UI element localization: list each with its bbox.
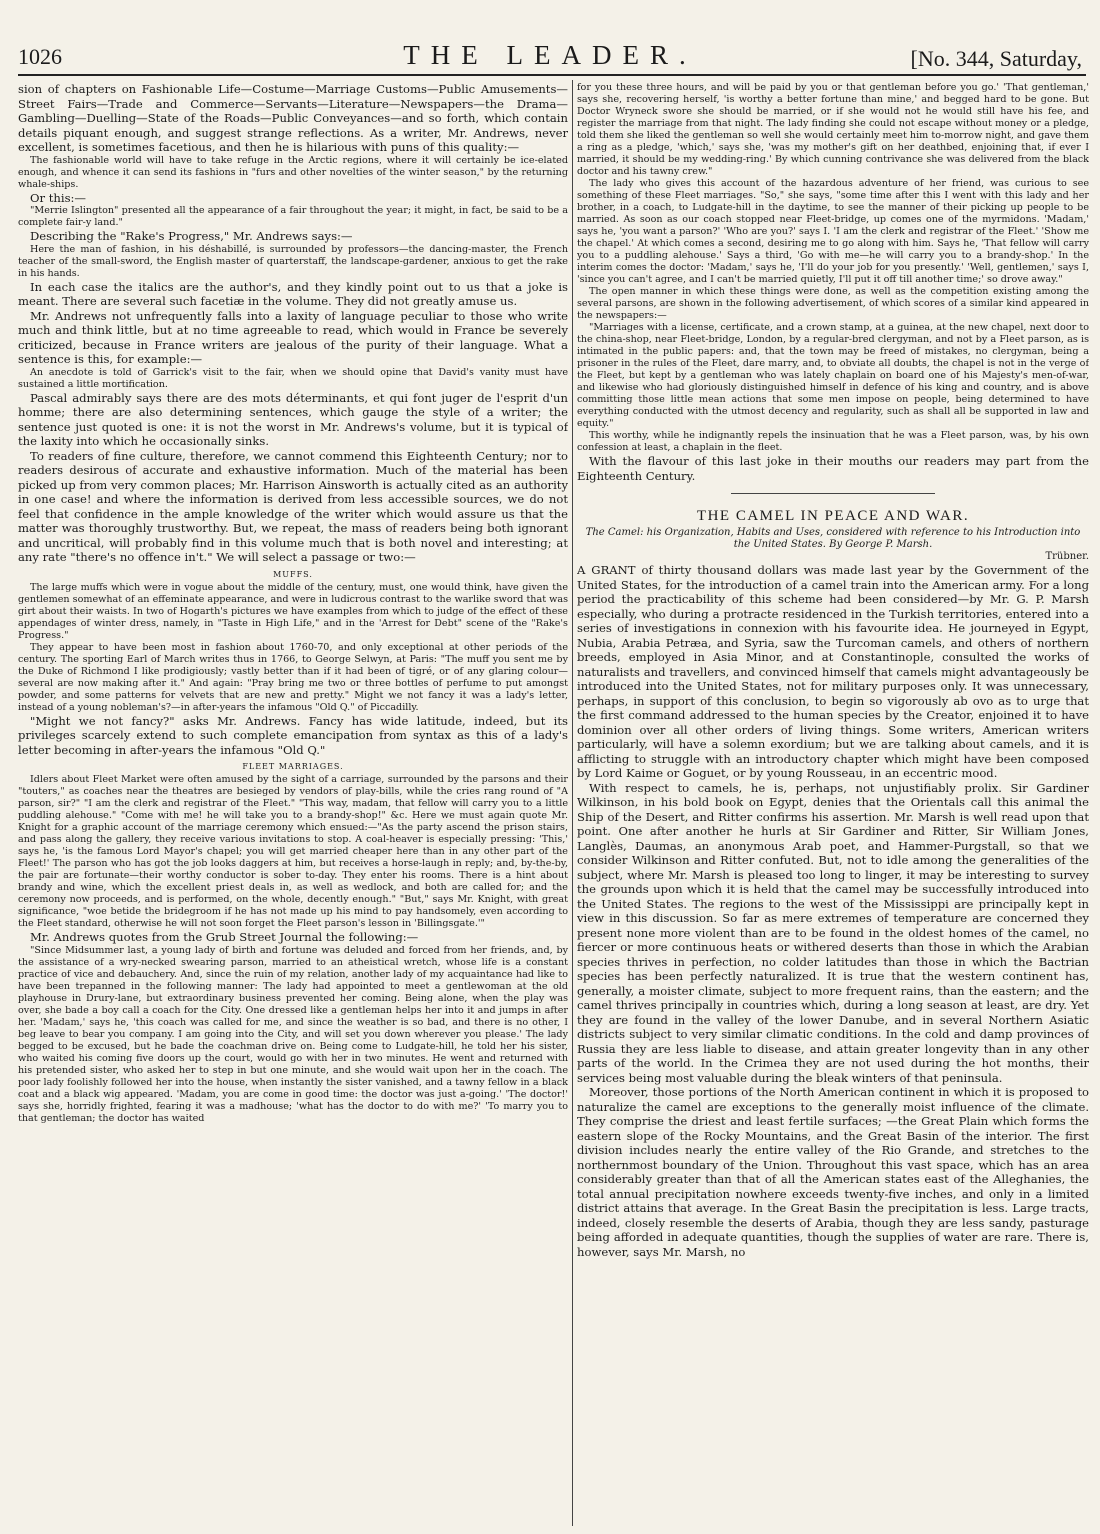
header-rule <box>18 74 1086 76</box>
article-separator <box>731 493 936 494</box>
issue-label: [No. 344, Saturday, <box>910 46 1082 71</box>
article-title: THE CAMEL IN PEACE AND WAR. <box>696 508 970 524</box>
paragraph: "Might we not fancy?" asks Mr. Andrews. Fancy has wide latitude, indeed, but its privileges scarcely extend to such complete emancipation from syntax as this of a lady's letter becoming in after-years the infamous "Old Q." <box>18 713 568 757</box>
quotation: Idlers about Fleet Market were often amused by the sight of a carriage, surrounded by the parsons and their "touters," as coaches near the theatres are besieged by vendors of play-bills, while the cries rang round of "A parson, sir?" "I am the clerk and registrar of the Fleet." "This way, madam, that fellow will carry you to a little puddling alehouse." "Come with me! he will take you to a brandy-shop!" &c. Here we must again quote Mr. Knight for a graphic account of the marriage ceremony which ensued:—"As the party ascend the prison stairs, and pass along the gallery, they receive various invitations to stop. A coal-heaver is especially pressing: 'This,' says he, 'is the famous Lord Mayor's chapel; you will get married cheaper here than in any other part of the Fleet!' The parson who has got the job looks daggers at him, but receives a horse-laugh in reply; and, by-the-by, the pair are fortunate—their worthy conductor is sober to-day. They enter his rooms. There is a hint about brandy and wine, which the excellent priest deals in, as well as wedlock, and both are called for; and the ceremony now proceeds, and is performed, on the whole, decently enough." "But," says Mr. Knight, with great significance, "woe betide the bridegroom if he has not made up his mind to pay handsomely, even according to the Fleet standard, otherwise he will not soon forget the Fleet parson's lesson in 'Billingsgate.'" <box>18 774 568 929</box>
newspaper-title: THE LEADER. <box>403 40 697 70</box>
page-number: 1026 <box>18 44 62 69</box>
paragraph: With the flavour of this last joke in their mouths our readers may part from the Eighteenth Century. <box>577 454 1089 483</box>
paragraph: Mr. Andrews quotes from the Grub Street Journal the following:— <box>30 930 419 944</box>
paragraph: Pascal admirably says there are des mots déterminants, et qui font juger de l'esprit d'un homme; there are also determining sentences, which gauge the style of a writer; the sentence just quoted is one: it is not the worst in Mr. Andrews's volume, but it is typical of the laxity into which he occasionally sinks. <box>18 390 568 448</box>
quotation: Here the man of fashion, in his déshabillé, is surrounded by professors—the dancing-master, the French teacher of the small-sword, the English master of quarterstaff, the landscape-gardener, anxious to get the rake in his hands. <box>18 243 568 279</box>
section-heading: FLEET MARRIAGES. <box>242 762 344 771</box>
publisher: Trübner. <box>1045 551 1089 562</box>
paragraph: Or this:— <box>30 190 87 205</box>
quotation: This worthy, while he indignantly repels the insinuation that he was a Fleet parson, was, by his own confession at least, a chaplain in the fleet. <box>577 430 1089 453</box>
paragraph: To readers of fine culture, therefore, we cannot commend this Eighteenth Century; nor to readers desirous of accurate and exhaustive information. Much of the material has been picked up from very common places; Mr. Harrison Ainsworth is actually cited as an authority in one case! and where the information is derived from less accessible sources, we do not feel that confidence in the ample knowledge of the writer which would assure us that the matter was thoroughly trustworthy. But, we repeat, the mass of readers being both ignorant and uncritical, will probably find in this volume much that is both novel and interesting; at any rate "there's no offence in't." We will select a passage or two:— <box>18 448 568 564</box>
quotation: "Marriages with a license, certificate, and a crown stamp, at a guinea, at the new chapel, next door to the china-shop, near Fleet-bridge, London, by a regular-bred clergyman, and not by a Fleet parson, as is intimated in the public papers: and, that the town may be freed of mistakes, no clergyman, being a prisoner in the rules of the Fleet, dare marry, and, to obviate all doubts, the chapel is not in the verge of the Fleet, but kept by a gentleman who was lately chaplain on board one of his Majesty's men-of-war, and likewise who had gloriously distinguished himself in defence of his king and country, and is above committing those little mean actions that some men impose on people, being determined to have everything conducted with the utmost decency and regularity, such as shall all be supported in law and equity." <box>577 322 1089 429</box>
paragraph: With respect to camels, he is, perhaps, not unjustifiably prolix. Sir Gardiner Wilkinson, in his bold book on Egypt, denies that the Orientals call this animal the Ship of the Desert, and Ritter confirms his assertion. Mr. Marsh is well read upon that point. One after another he hurls at Sir Gardiner and Ritter, Sir William Jones, Langlès, Daumas, an anonymous Arab poet, and Hammer-Purgstall, so that we consider Wilkinson and Ritter confuted. But, not to idle among the generalities of the subject, where Mr. Marsh is pleased too long to linger, it may be interesting to survey the grounds upon which it is held that the camel may be successfully introduced into the United States. The regions to the west of the Mississippi are principally kept in view in this discussion. So far as mere extremes of temperature are concerned they present none more violent than are to be found in the oldest homes of the camel, no fiercer or more continuous heats or withered deserts than those in which the Arabian species thrives in perfection, no colder latitudes than those in which the Bactrian species has been perfectly naturalized. It is true that the western continent has, generally, a moister climate, subject to more frequent rains, than the eastern; and the camel thrives principally in countries which, during a long season at least, are dry. Yet they are found in the valley of the lower Danube, and in several Northern Asiatic districts subject to very similar climatic conditions. In the cold and damp provinces of Russia they are less liable to disease, and attain greater longevity than in any other parts of the world. In the Crimea they are not used during the hot months, their services being most valuable during the bleak winters of that peninsula. <box>577 780 1089 1085</box>
left-column <box>18 82 568 1522</box>
paragraph: Moreover, those portions of the North American continent in which it is proposed to naturalize the camel are exceptions to the generally moist influence of the climate. They comprise the driest and least fertile surfaces; —the Great Plain which forms the eastern slope of the Rocky Mountains, and the Great Basin of the interior. The first division includes nearly the entire valley of the Rio Grande, and stretches to the northernmost boundary of the Union. Throughout this vast space, which has an area considerably greater than that of all the American states east of the Alleghanies, the total annual precipitation nowhere exceeds twenty-five inches, and only in a limited district attains that average. In the Great Basin the precipitation is less. Large tracts, indeed, closely resemble the deserts of Arabia, though they are less sandy, pasturage being afforded in adequate quantities, though the supplies of water are rare. There is, however, says Mr. Marsh, no <box>577 1085 1089 1259</box>
quotation: An anecdote is told of Garrick's visit to the fair, when we should opine that David's vanity must have sustained a little mortification. <box>18 366 568 390</box>
paragraph: sion of chapters on Fashionable Life—Costume—Marriage Customs—Public Amusements—Street Fairs—Trade and Commerce—Servants—Literature—Newspapers—the Drama—Gambling—Duelling—State of the Roads—Public Conveyances—and so forth, which contain details piquant enough, and suggest strange reflections. As a writer, Mr. Andrews, never excellent, is sometimes facetious, and then he is hilarious with puns of this quality:— <box>18 82 568 154</box>
section-heading: MUFFS. <box>273 569 313 579</box>
quotation: They appear to have been most in fashion about 1760-70, and only exceptional at other periods of the century. The sporting Earl of March writes thus in 1766, to George Selwyn, at Paris: "The muff you sent me by the Duke of Richmond I like prodigiously; vastly better than if it had been of tigré, or of any glaring colour—several are now making after it." And again: "Pray bring me two or three bottles of perfume to put amongst powder, and some patterns for velvets that are new and pretty." Might we not fancy it was a lady's letter, instead of a young nobleman's?—in after-years the infamous "Old Q." of Piccadilly. <box>18 641 568 713</box>
quotation: The fashionable world will have to take refuge in the Arctic regions, where it will certainly be ice-elated enough, and whence it can send its fashions in "furs and other novelties of the winter season," by the returning whale-ships. <box>18 154 568 190</box>
article-subtitle: The Camel: his Organization, Habits and Uses, considered with reference to his Introduction into the United States. By George P. Marsh. <box>585 527 1081 550</box>
right-column <box>577 82 1089 1522</box>
quotation: "Merrie Islington" presented all the appearance of a fair throughout the year; it might, in fact, be said to be a complete fair-y land." <box>18 205 568 228</box>
quotation: The lady who gives this account of the hazardous adventure of her friend, was curious to see something of these Fleet marriages. "So," she says, "some time after this I went with this lady and her brother, in a coach, to Ludgate-hill in the daytime, to see the manner of their picking up people to be married. As soon as our coach stopped near Fleet-bridge, up comes one of the myrmidons. 'Madam,' says he, 'you want a parson?' 'Who are you?' says I. 'I am the clerk and registrar of the Fleet.' 'Show me the chapel.' At which comes a second, desiring me to go along with him. Says he, 'That fellow will carry you to a puddling alehouse.' Says a third, 'Go with me—he will carry you to a brandy-shop.' In the interim comes the doctor: 'Madam,' says he, 'I'll do your job for you presently.' 'Well, gentlemen,' says I, 'since you can't agree, and I can't be married quietly, I'll put it off till another time;' so drove away." <box>577 178 1089 285</box>
quotation: The large muffs which were in vogue about the middle of the century, must, one would think, have given the gentlemen somewhat of an effeminate appearance, and were in ludicrous contrast to the warlike sword that was girt about their waists. In two of Hogarth's pictures we have examples from which to judge of the effect of these appendages of winter dress, namely, in "Taste in High Life," and in the 'Arrest for Debt" scene of the "Rake's Progress." <box>18 581 568 641</box>
quotation: The open manner in which these things were done, as well as the competition existing among the several parsons, are shown in the following advertisement, of which scores of a similar kind appeared in the newspapers:— <box>577 286 1089 321</box>
paragraph: A GRANT of thirty thousand dollars was made last year by the Government of the United States, for the introduction of a camel train into the American army. For a long period the practicability of this scheme had been considered—by Mr. G. P. Marsh especially, who during a protracte residenced in the Turkish territories, entered into a series of investigations in connexion with his favourite idea. He journeyed in Egypt, Nubia, Arabia Petræa, and Syria, saw the Turcoman camels, and others of northern breeds, employed in Asia Minor, and at Constantinople, consulted the works of naturalists and travellers, and convinced himself that camels might advantageously be introduced into the United States, not for military purposes only. It was unnecessary, perhaps, in support of this conclusion, to begin so vigorously ab ovo as to urge that the first command addressed to the human species by the Creator, enjoined it to have dominion over all other orders of living things. Some writers, American writers particularly, will have a solemn exordium; but we are talking about camels, and it is afflicting to struggle with an introductory chapter which might have been composed by Lord Kaime or Goguet, or by young Rousseau, in an eccentric mood. <box>577 563 1089 780</box>
paragraph: Describing the "Rake's Progress," Mr. Andrews says:— <box>30 229 353 243</box>
quotation: for you these three hours, and will be paid by you or that gentleman before you go.' 'That gentleman,' says she, recovering herself, 'is worthy a better fortune than mine,' and begged hard to be gone. But Doctor Wryneck swore she should be married, or if she would not he would still have his fee, and register the marriage from that night. The lady finding she could not escape without money or a pledge, told them she liked the gentleman so well she would certainly meet him to-morrow night, and gave them a ring as a pledge, 'which,' says she, 'was my mother's gift on her deathbed, enjoining that, if ever I married, it should be my wedding-ring.' By which cunning contrivance she was delivered from the black doctor and his tawny crew." <box>577 82 1089 177</box>
quotation: "Since Midsummer last, a young lady of birth and fortune was deluded and forced from her friends, and, by the assistance of a wry-necked swearing parson, married to an atheistical wretch, whose life is a constant practice of vice and debauchery. And, since the ruin of my relation, another lady of my acquaintance had like to have been trepanned in the following manner: The lady had appointed to meet a gentlewoman at the old playhouse in Drury-lane, but extraordinary business prevented her coming. Being alone, when the play was over, she bade a boy call a coach for the City. One dressed like a gentleman helps her into it and jumps in after her. 'Madam,' says he, 'this coach was called for me, and since the weather is so bad, and there is no other, I beg leave to bear you company. I am going into the City, and will set you down wherever you please.' The lady begged to be excused, but he bade the coachman drive on. Being come to Ludgate-hill, he told her his sister, who waited his coming five doors up the court, would go with her in two minutes. He went and returned with his pretended sister, who asked her to step in but one minute, and she would wait upon her in the coach. The poor lady foolishly followed her into the house, when instantly the sister vanished, and a tawny fellow in a black coat and a black wig appeared. 'Madam, you are come in good time: the doctor was just a-going.' 'The doctor!' says she, horridly frighted, fearing it was a madhouse; 'what has the doctor to do with me?' 'To marry you to that gentleman; the doctor has waited <box>18 944 568 1124</box>
paragraph: In each case the italics are the author's, and they kindly point out to us that a joke is meant. There are several such facetiæ in the volume. They did not greatly amuse us. <box>18 279 568 308</box>
masthead <box>0 0 1100 82</box>
paragraph: Mr. Andrews not unfrequently falls into a laxity of language peculiar to those who write much and think little, but at no time agreeable to read, which would in France be severely criticized, because in France writers are jealous of the purity of their language. What a sentence is this, for example:— <box>18 308 568 366</box>
column-divider <box>572 80 573 1526</box>
